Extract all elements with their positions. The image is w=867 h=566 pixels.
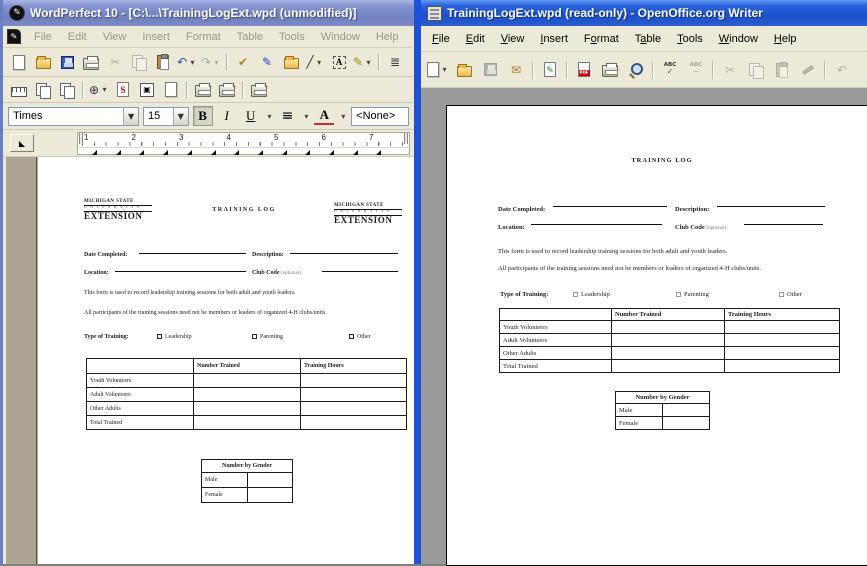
menu-view[interactable]: View (500, 32, 525, 45)
redo-icon (200, 52, 222, 72)
quickformat-icon: ✔ (237, 55, 249, 69)
empty-cell (725, 360, 840, 373)
menu-table[interactable]: Table (236, 30, 264, 43)
description-line (717, 199, 825, 207)
chevron-down-icon[interactable]: ▾ (190, 57, 195, 67)
open-icon[interactable] (452, 58, 476, 82)
checkbox-icon[interactable] (157, 334, 162, 339)
ruler-number: 2 (131, 133, 136, 142)
tab-stop-marker[interactable] (329, 150, 334, 155)
empty-cell (247, 488, 293, 503)
wp-menubar (3, 26, 414, 48)
open-icon (36, 58, 51, 69)
document-title: TRAINING LOG (212, 207, 276, 213)
date-completed-line (139, 246, 246, 254)
row-label: Total Trained (87, 416, 194, 430)
toolbar-separator (242, 81, 244, 99)
tab-stop-marker[interactable] (353, 150, 358, 155)
numbered-list-icon[interactable] (384, 52, 406, 72)
openoffice-window (414, 0, 867, 564)
paste-icon (770, 58, 794, 82)
date-completed-line (553, 199, 667, 207)
tab-stop-marker[interactable] (305, 150, 310, 155)
toolbar-separator (652, 61, 654, 79)
zoom-icon: ⊕ (88, 82, 100, 97)
gender-table-header: Number by Gender (616, 392, 710, 404)
empty-cell (612, 347, 725, 360)
wp-page-gutter (6, 157, 37, 564)
toolbar-separator (566, 61, 568, 79)
cut-icon: ✂ (109, 55, 121, 69)
draw-line-icon[interactable] (304, 52, 326, 72)
page-columns-icon[interactable] (32, 80, 54, 100)
toolbar-separator (712, 61, 714, 79)
menu-help[interactable]: Help (375, 30, 399, 43)
empty-cell (301, 388, 407, 402)
empty-cell (194, 388, 301, 402)
page-preview-icon[interactable] (624, 58, 648, 82)
font-size-combo[interactable] (143, 107, 189, 126)
paste-icon[interactable] (152, 52, 174, 72)
paste-icon (157, 55, 169, 69)
menu-edit[interactable]: Edit (67, 30, 87, 43)
empty-cell (663, 404, 710, 417)
date-completed-label: Date Completed: (84, 252, 128, 258)
redo-icon: ↷ (200, 55, 212, 69)
copy-icon (132, 55, 146, 69)
ruler-number: 1 (84, 133, 89, 142)
type-of-training-label: Type of Training: (84, 334, 129, 340)
table-row-other-adults (500, 347, 840, 360)
training-option-other: Other (349, 334, 371, 340)
column-header: Training Hours (725, 309, 840, 321)
training-option-other: Other (779, 291, 802, 298)
page-columns-icon (36, 83, 50, 97)
wp-titlebar[interactable] (3, 0, 414, 26)
undo-icon[interactable] (176, 52, 198, 72)
menu-insert[interactable]: Insert (540, 32, 568, 45)
page-preview-icon (629, 63, 643, 77)
toolbar-separator (82, 81, 84, 99)
print-icon (83, 58, 99, 70)
column-header: Number Trained (612, 309, 725, 321)
copy-icon (128, 52, 150, 72)
ruler-number: 6 (321, 133, 326, 142)
font-name-combo[interactable] (8, 107, 139, 126)
column-header (87, 359, 194, 374)
ruler-icon (11, 87, 27, 97)
ruler-number: 4 (226, 133, 231, 142)
print-icon (602, 65, 618, 77)
numbered-list-icon: ≣ (389, 55, 401, 69)
tab-stop-marker[interactable] (139, 150, 144, 155)
tab-stop-marker[interactable] (163, 150, 168, 155)
fax-icon (251, 85, 267, 97)
row-label: Youth Volunteers (87, 374, 194, 388)
spellcheck-icon: ABC ✓ (663, 61, 677, 77)
paragraph-2: All participants of the training sessions need not be members or leaders of organized 4-H clubs/units. (498, 265, 762, 272)
copy-icon (749, 63, 763, 77)
save-icon[interactable] (56, 52, 78, 72)
menu-insert[interactable]: Insert (142, 30, 170, 43)
empty-cell (247, 473, 293, 488)
edit-file-icon: ✎ (544, 62, 556, 77)
chevron-down-icon[interactable]: ▾ (304, 111, 309, 121)
paste-icon (776, 63, 788, 77)
format-paintbrush-icon (802, 64, 814, 74)
new-document-icon[interactable] (426, 58, 450, 82)
oo-window-title: TrainingLogExt.wpd (read-only) - OpenOffice.org Writer (447, 6, 763, 20)
export-pdf-icon[interactable] (572, 58, 596, 82)
autospellcheck-icon (684, 58, 708, 82)
table-row-adult-volunteers (500, 334, 840, 347)
toolbar-separator (824, 61, 826, 79)
ruler-number: 7 (369, 133, 374, 142)
underline-button[interactable]: U (245, 108, 256, 123)
menu-format[interactable]: Format (583, 32, 619, 45)
print-icon[interactable] (80, 52, 102, 72)
row-label: Adult Volunteers (500, 334, 612, 347)
row-label: Male (616, 404, 663, 417)
wp-document-area (6, 157, 414, 564)
oo-page[interactable] (446, 105, 867, 566)
chevron-down-icon[interactable]: ▾ (102, 85, 107, 94)
font-color-button[interactable]: A (314, 108, 334, 125)
training-option-leadership: Leadership (157, 334, 192, 340)
menu-view[interactable]: View (102, 30, 127, 43)
undo-icon: ↶ (176, 55, 188, 69)
page-layout-icon (60, 83, 74, 97)
location-label: Location: (498, 224, 525, 231)
tab-stop-marker[interactable] (211, 150, 216, 155)
toolbar-separator (378, 53, 380, 71)
wp-main-toolbar (3, 48, 414, 77)
format-paintbrush-icon (796, 58, 820, 82)
date-completed-label: Date Completed: (498, 206, 546, 213)
undo-icon (830, 58, 854, 82)
menu-format[interactable]: Format (185, 30, 221, 43)
tab-set-button[interactable]: ◣ (10, 134, 34, 152)
row-label: Total Trained (500, 360, 612, 373)
table-row-female (202, 488, 293, 503)
club-code-label: Club Code (optional): (252, 270, 303, 276)
checkbox-icon[interactable] (676, 292, 681, 297)
empty-cell (725, 347, 840, 360)
font-size-value: 15 (148, 110, 161, 122)
justification-button[interactable]: ≡ (281, 108, 294, 124)
empty-cell (663, 417, 710, 430)
cut-icon (104, 52, 126, 72)
italic-button[interactable]: I (224, 108, 229, 123)
draw-signature-icon: ✎ (261, 55, 273, 69)
print-document-icon[interactable] (216, 80, 238, 100)
font-name-value: Times (13, 110, 43, 122)
description-label: Description: (675, 206, 710, 213)
chevron-down-icon[interactable]: ▼ (173, 108, 188, 125)
number-by-gender-table (201, 459, 293, 503)
ruler-icon[interactable] (8, 80, 30, 100)
empty-cell (194, 416, 301, 430)
empty-cell (301, 402, 407, 416)
table-row-male (202, 473, 293, 488)
chevron-down-icon[interactable]: ▾ (267, 111, 272, 121)
text-box-icon: A (333, 56, 346, 69)
page-setup-icon (165, 82, 177, 97)
row-label: Male (202, 473, 248, 488)
export-pdf-icon: PDF (578, 62, 590, 77)
spell-book-icon[interactable] (112, 80, 134, 100)
oo-titlebar[interactable] (421, 0, 867, 26)
spellcheck-icon[interactable] (658, 58, 682, 82)
table-row-female (616, 417, 710, 430)
zoom-icon[interactable] (88, 80, 110, 100)
new-document-icon[interactable] (8, 52, 30, 72)
browse-documents-icon (284, 58, 299, 69)
full-page-view-icon: ▣ (140, 83, 154, 97)
wp-property-bar (3, 103, 414, 130)
empty-cell (612, 360, 725, 373)
checkbox-icon[interactable] (779, 292, 784, 297)
open-icon[interactable] (32, 52, 54, 72)
highlight-pen-icon: ✎ (352, 55, 364, 69)
empty-cell (301, 374, 407, 388)
empty-cell (194, 402, 301, 416)
checkbox-icon[interactable] (573, 292, 578, 297)
menu-file[interactable]: File (432, 32, 450, 45)
print-document-icon (219, 85, 235, 97)
training-option-parenting: Parenting (676, 291, 709, 298)
spell-book-icon: S (117, 82, 129, 97)
row-label: Adult Volunteers (87, 388, 194, 402)
column-header: Training Hours (301, 359, 407, 374)
table-row-other-adults (87, 402, 407, 416)
document-title: TRAINING LOG (631, 157, 693, 164)
writer-app-icon (427, 6, 442, 21)
location-line (531, 217, 662, 225)
bold-button[interactable]: B (193, 106, 213, 126)
empty-cell (725, 334, 840, 347)
chevron-down-icon[interactable]: ▾ (442, 65, 447, 74)
margin-marker-right[interactable] (404, 133, 408, 144)
empty-cell (612, 334, 725, 347)
row-label: Female (616, 417, 663, 430)
tab-stop-marker[interactable] (258, 150, 263, 155)
autospellcheck-icon: ABC ∼ (689, 61, 703, 77)
type-of-training-label: Type of Training: (500, 291, 549, 298)
toolbar-separator (226, 53, 228, 71)
wp-page[interactable] (38, 157, 414, 564)
oo-menubar (421, 26, 867, 52)
margin-marker-left[interactable] (79, 133, 83, 144)
training-option-leadership: Leadership (573, 291, 610, 298)
ruler[interactable] (77, 132, 410, 155)
menu-edit[interactable]: Edit (465, 32, 485, 45)
toolbar-separator (186, 81, 188, 99)
empty-cell (194, 374, 301, 388)
location-label: Location: (84, 270, 109, 276)
wordperfect-app-icon: ✎ (9, 5, 25, 21)
table-row-adult-volunteers (87, 388, 407, 402)
column-header: Number Trained (194, 359, 301, 374)
wp-ruler-row (3, 130, 414, 157)
chevron-down-icon[interactable]: ▾ (341, 111, 346, 121)
club-code-label: Club Code (optional): (675, 224, 728, 231)
highlight-pen-icon[interactable] (352, 52, 374, 72)
ruler-number: 5 (274, 133, 279, 142)
row-label: Other Adults (87, 402, 194, 416)
club-code-line (322, 264, 398, 272)
table-row-total-trained (87, 416, 407, 430)
wordperfect-window (0, 0, 414, 564)
print-engine-icon[interactable] (192, 80, 214, 100)
open-icon (457, 66, 472, 77)
msu-extension-logo-right: MICHIGAN STATE U N I V E R S I T Y EXTENSION (334, 203, 402, 225)
new-document-icon (427, 62, 439, 77)
description-line (290, 246, 398, 254)
chevron-down-icon[interactable]: ▾ (214, 57, 219, 67)
table-row-total-trained (500, 360, 840, 373)
empty-cell (725, 321, 840, 334)
wp-document-icon[interactable]: ✎ (7, 29, 21, 44)
empty-cell (301, 416, 407, 430)
quickformat-icon[interactable] (232, 52, 254, 72)
tab-stop-marker[interactable] (92, 150, 97, 155)
save-icon (478, 58, 502, 82)
draw-signature-icon[interactable] (256, 52, 278, 72)
training-counts-table (499, 308, 840, 373)
menu-table[interactable]: Table (634, 32, 662, 45)
menu-window[interactable]: Window (718, 32, 758, 45)
edit-file-icon[interactable] (538, 58, 562, 82)
training-counts-table (86, 358, 407, 430)
paragraph-1: This form is used to record leadership training sessions for both adult and youth leaders. (84, 290, 296, 296)
style-value: <None> (356, 110, 396, 122)
undo-icon: ↶ (836, 62, 848, 77)
menu-window[interactable]: Window (320, 30, 360, 43)
menu-tools[interactable]: Tools (279, 30, 305, 43)
tab-stop-marker[interactable] (116, 150, 121, 155)
menu-help[interactable]: Help (773, 32, 797, 45)
print-icon[interactable] (598, 58, 622, 82)
page-layout-icon[interactable] (56, 80, 78, 100)
style-combo[interactable] (351, 107, 409, 126)
menu-tools[interactable]: Tools (677, 32, 703, 45)
page-setup-icon[interactable] (160, 80, 182, 100)
oo-function-toolbar (421, 52, 867, 88)
column-header (500, 309, 612, 321)
tab-stop-marker[interactable] (187, 150, 192, 155)
toolbar-separator (532, 61, 534, 79)
save-icon (61, 56, 74, 69)
fax-icon[interactable] (248, 80, 270, 100)
oo-document-area (421, 88, 867, 564)
table-row-youth-volunteers (500, 321, 840, 334)
tab-stop-marker[interactable] (234, 150, 239, 155)
email-icon: ✉ (510, 62, 522, 77)
location-line (115, 264, 246, 272)
chevron-down-icon[interactable]: ▾ (366, 57, 371, 67)
chevron-down-icon[interactable]: ▾ (317, 57, 322, 67)
club-code-line (744, 217, 823, 225)
text-box-icon[interactable] (328, 52, 350, 72)
cut-icon (718, 58, 742, 82)
chevron-down-icon[interactable]: ▼ (123, 108, 138, 125)
paragraph-1: This form is used to record leadership training sessions for both adult and youth leaders. (498, 248, 728, 255)
row-label: Female (202, 488, 248, 503)
ruler-tab-stops[interactable] (78, 147, 409, 155)
ruler-ticks (82, 142, 407, 146)
table-row-youth-volunteers (87, 374, 407, 388)
msu-extension-logo-left: MICHIGAN STATE U N I V E R S I T Y EXTENSION (84, 199, 152, 221)
ruler-number: 3 (179, 133, 184, 142)
email-icon[interactable] (504, 58, 528, 82)
number-by-gender-table (615, 391, 710, 430)
copy-icon (744, 58, 768, 82)
wp-view-toolbar (3, 77, 414, 103)
table-row-male (616, 404, 710, 417)
save-icon (484, 63, 497, 76)
full-page-view-icon[interactable] (136, 80, 158, 100)
menu-file[interactable]: File (34, 30, 52, 43)
checkbox-icon[interactable] (252, 334, 257, 339)
new-document-icon (13, 55, 25, 70)
description-label: Description: (252, 252, 284, 258)
row-label: Other Adults (500, 347, 612, 360)
cut-icon: ✂ (724, 62, 736, 77)
wp-window-title: WordPerfect 10 - [C:\...\TrainingLogExt.wpd (unmodified)] (30, 6, 357, 20)
print-engine-icon (195, 85, 211, 97)
tab-stop-marker[interactable] (376, 150, 381, 155)
training-option-parenting: Parenting (252, 334, 283, 340)
empty-cell (612, 321, 725, 334)
gender-table-header: Number by Gender (202, 460, 293, 473)
paragraph-2: All participants of the training sessions need not be members or leaders of organized 4-H clubs/units. (84, 310, 327, 316)
row-label: Youth Volunteers (500, 321, 612, 334)
browse-documents-icon[interactable] (280, 52, 302, 72)
tab-stop-marker[interactable] (282, 150, 287, 155)
checkbox-icon[interactable] (349, 334, 354, 339)
draw-line-icon: ╱ (306, 55, 314, 69)
